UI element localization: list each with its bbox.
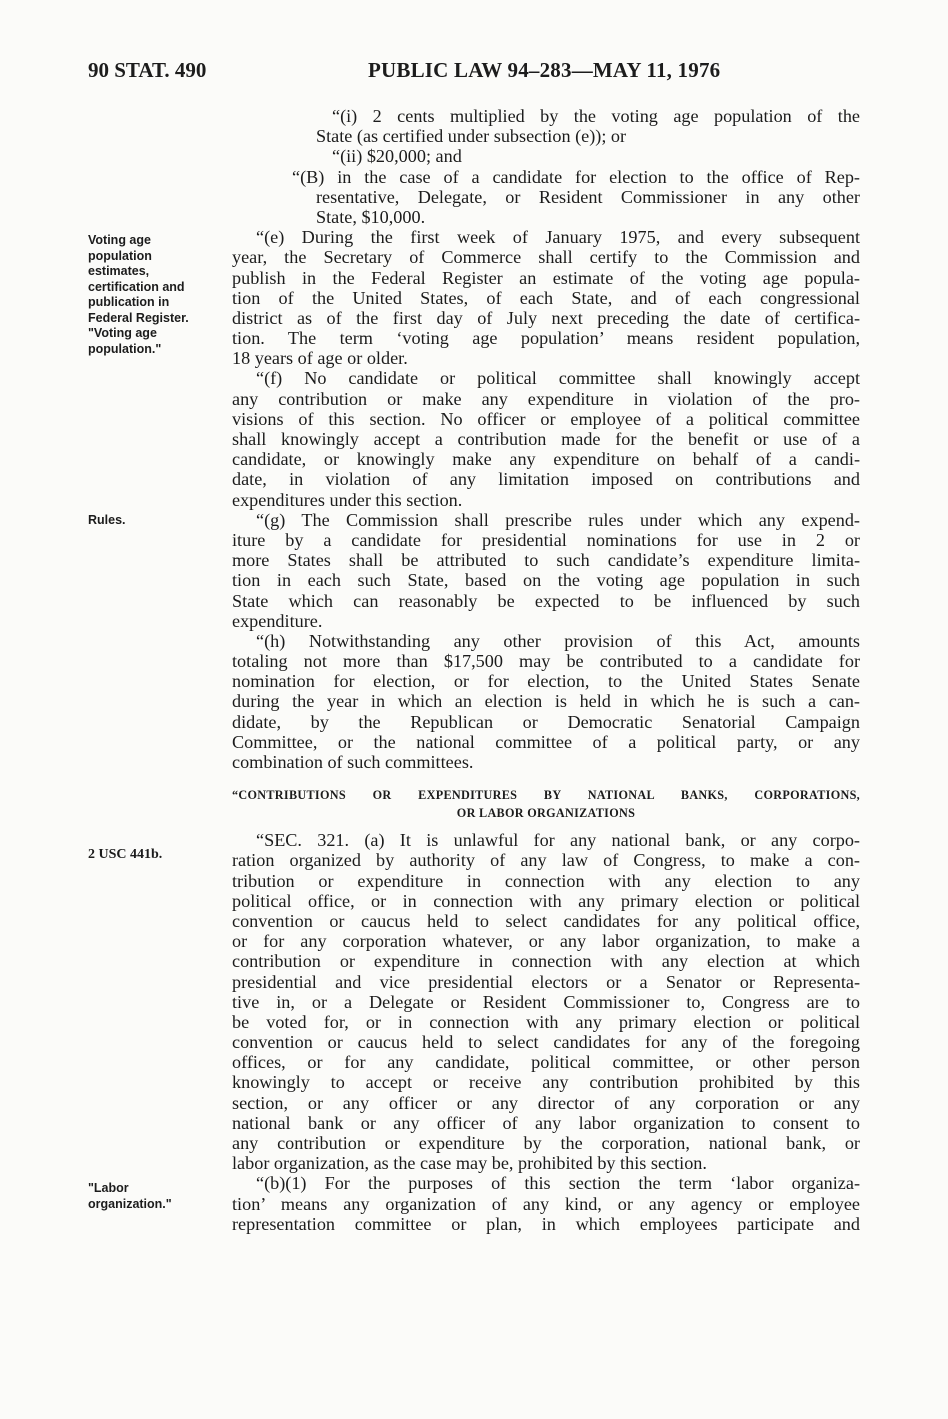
statute-body: [232, 106, 860, 1234]
text-line: “(i) 2 cents multiplied by the voting age population of the: [332, 106, 860, 126]
text-line: candidate, or knowingly make any expenditure on behalf of a candi-: [232, 449, 860, 470]
text-line: year, the Secretary of Commerce shall certify to the Commission and: [232, 247, 860, 268]
text-line: iture by a candidate for presidential nominations for use in 2 or: [232, 529, 860, 550]
text-line: more States shall be attributed to such candidate’s expenditure limita-: [232, 550, 860, 571]
text-line: “(h) Notwithstanding any other provision of this Act, amounts: [256, 630, 860, 651]
text-line: tion’ means any organization of any kind, or any agency or employee: [232, 1193, 860, 1214]
section-heading: OR LABOR ORGANIZATIONS: [456, 806, 636, 821]
text-line: convention or caucus held to select candidates for any political office,: [232, 910, 860, 931]
text-line: tion. The term ‘voting age population’ means resident population,: [232, 328, 860, 349]
text-line: “(g) The Commission shall prescribe rules under which any expend-: [256, 509, 860, 530]
text-line: combination of such committees.: [232, 752, 474, 772]
text-line: ration organized by authority of any law of Congress, to make a con-: [232, 850, 860, 871]
text-line: shall knowingly accept a contribution made for the benefit or use of a: [232, 429, 860, 449]
text-line: national bank or any officer of any labor organization to consent to: [232, 1112, 860, 1133]
text-line: convention or caucus held to select candidates for any of the foregoing: [232, 1032, 860, 1053]
margin-note-labor-organization: "Labor organization.": [88, 1181, 172, 1211]
text-line: “SEC. 321. (a) It is unlawful for any national bank, or any corpo-: [256, 830, 860, 851]
text-line: tion in each such State, based on the voting age population in such: [232, 570, 860, 591]
text-line: “(b)(1) For the purposes of this section the term ‘labor organiza-: [256, 1173, 860, 1194]
text-line: Committee, or the national committee of a political party, or any: [232, 731, 860, 752]
text-line: didate, by the Republican or Democratic Senatorial Campaign: [232, 711, 860, 732]
text-line: any contribution or expenditure by the corporation, national bank, or: [232, 1133, 860, 1153]
text-line: “(e) During the first week of January 1975, and every subsequent: [256, 227, 860, 248]
text-line: contribution or expenditure in connection with any election at which: [232, 951, 860, 972]
text-line: representation committee or plan, in which employees participate and: [232, 1213, 860, 1234]
text-line: offices, or for any candidate, political committee, or other person: [232, 1052, 860, 1073]
text-line: State, $10,000.: [316, 206, 426, 227]
text-line: “(ii) $20,000; and: [332, 146, 462, 167]
text-line: date, in violation of any limitation imposed on contributions and: [232, 469, 860, 490]
margin-note-voting-age: Voting age population estimates, certification and publication in Federal Register. "Voting age population.": [88, 233, 189, 356]
section-heading: “CONTRIBUTIONS OR EXPENDITURES BY NATIONAL BANKS, CORPORATIONS,: [232, 788, 860, 803]
text-line: during the year in which an election is held in which he is such a can-: [232, 691, 860, 712]
text-line: State which can reasonably be expected to be influenced by such: [232, 590, 860, 611]
text-line: labor organization, as the case may be, prohibited by this section.: [232, 1153, 707, 1174]
text-line: or for any corporation whatever, or any labor organization, to make a: [232, 931, 860, 952]
text-line: expenditure.: [232, 610, 323, 631]
text-line: political office, or in connection with any primary election or political: [232, 890, 860, 911]
margin-note-usc-citation: 2 USC 441b.: [88, 847, 163, 862]
text-line: 18 years of age or older.: [232, 348, 408, 369]
running-title: PUBLIC LAW 94–283—MAY 11, 1976: [368, 58, 721, 82]
text-line: tribution or expenditure in connection with any election to any: [232, 870, 860, 891]
page-header: [0, 58, 948, 88]
text-line: publish in the Federal Register an estimate of the voting age popula-: [232, 267, 860, 288]
statute-page-number: 90 STAT. 490: [88, 58, 207, 82]
text-line: “(f) No candidate or political committee shall knowingly accept: [256, 368, 860, 389]
text-line: totaling not more than $17,500 may be contributed to a candidate for: [232, 651, 860, 672]
text-line: any contribution or make any expenditure in violation of the pro-: [232, 388, 860, 409]
text-line: State (as certified under subsection (e)); or: [316, 126, 627, 147]
text-line: resentative, Delegate, or Resident Commissioner in any other: [316, 186, 860, 207]
text-line: presidential and vice presidential electors or a Senator or Representa-: [232, 971, 860, 992]
text-line: district as of the first day of July next preceding the date of certifica-: [232, 307, 860, 328]
text-line: be voted for, or in connection with any primary election or political: [232, 1011, 860, 1032]
text-line: “(B) in the case of a candidate for election to the office of Rep-: [292, 166, 860, 187]
text-line: visions of this section. No officer or employee of a political committee: [232, 408, 860, 429]
margin-note-rules: Rules.: [88, 513, 126, 527]
text-line: knowingly to accept or receive any contribution prohibited by this: [232, 1072, 860, 1093]
text-line: expenditures under this section.: [232, 489, 463, 510]
text-line: section, or any officer or any director of any corporation or any: [232, 1092, 860, 1113]
text-line: tive in, or a Delegate or Resident Commissioner to, Congress are to: [232, 991, 860, 1012]
text-line: tion of the United States, of each State, and of each congressional: [232, 287, 860, 308]
text-line: nomination for election, or for election, to the United States Senate: [232, 671, 860, 692]
